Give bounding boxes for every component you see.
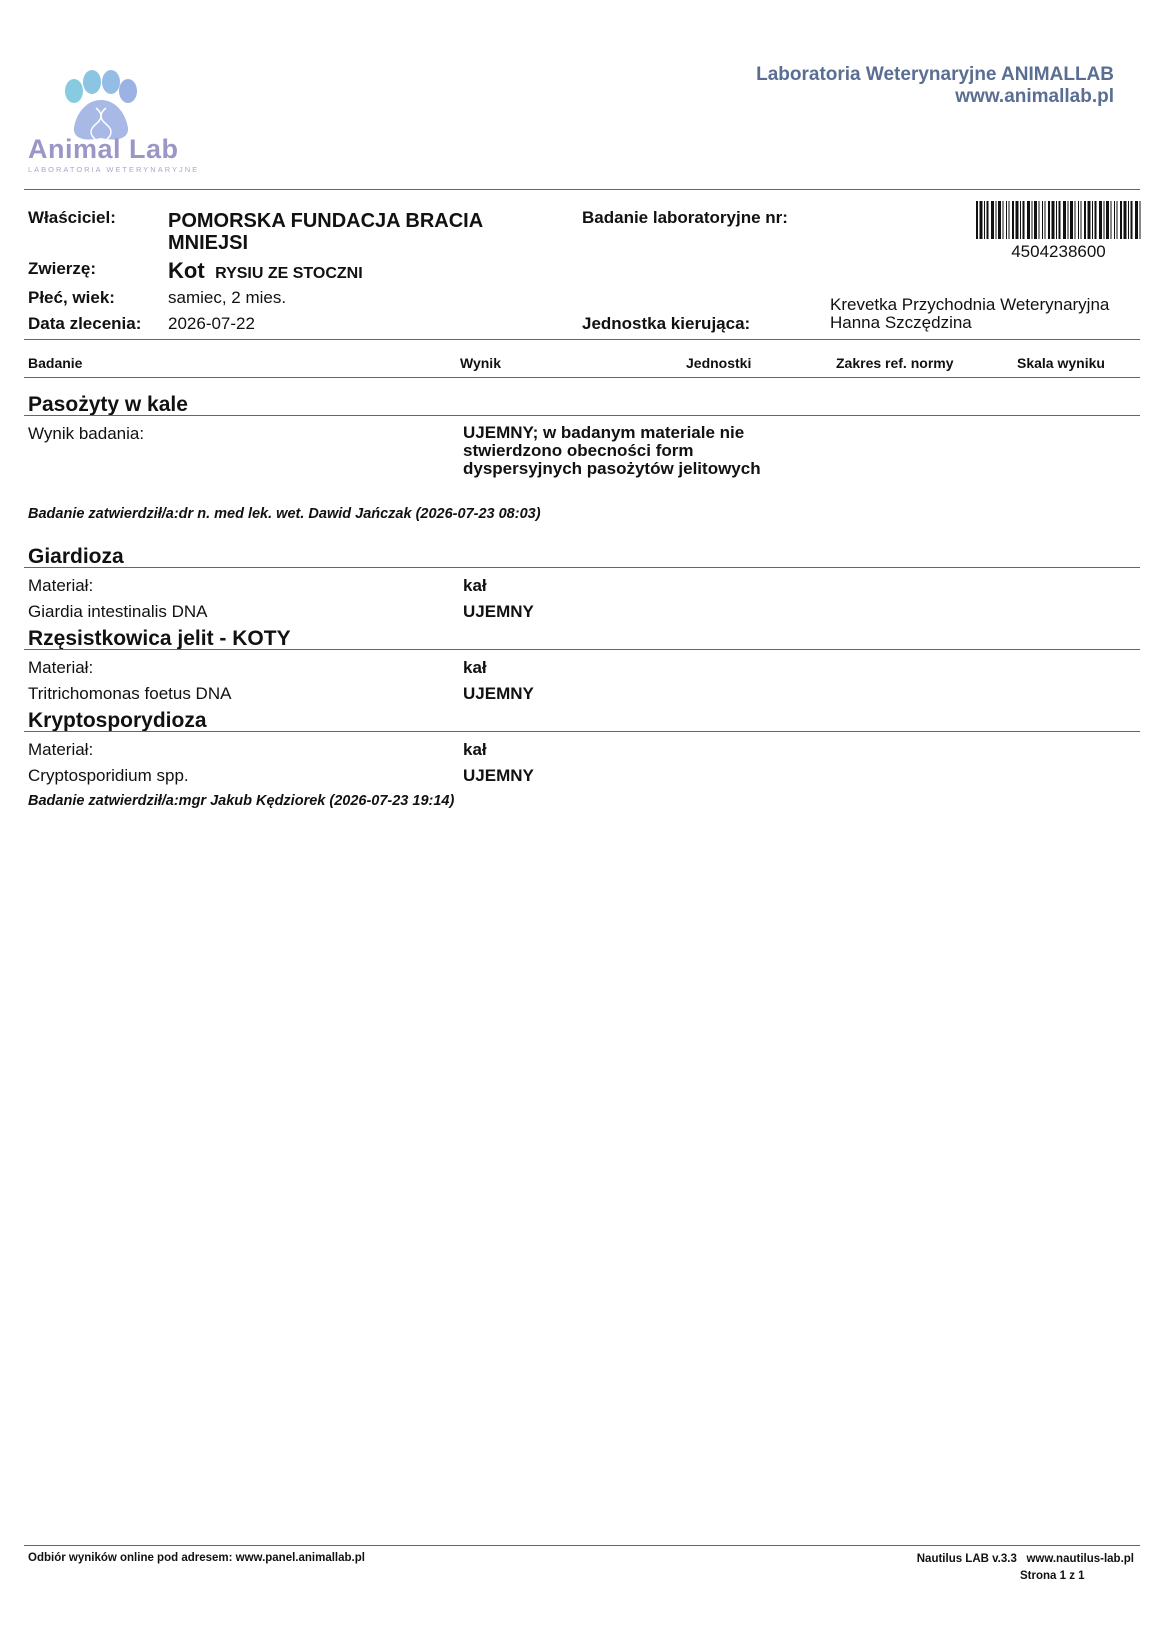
section-divider bbox=[24, 567, 1140, 568]
result-value: UJEMNY; w badanym materiale nie stwierdzono obecności form dyspersyjnych pasożytów jelitowych bbox=[463, 423, 761, 478]
logo-title: Animal Lab bbox=[28, 134, 179, 164]
animal-label: Zwierzę: bbox=[28, 259, 97, 278]
section-title: Rzęsistkowica jelit - KOTY bbox=[28, 627, 291, 650]
sex-age-value: samiec, 2 mies. bbox=[168, 288, 287, 307]
top-divider bbox=[24, 189, 1140, 190]
order-date-value: 2026-07-22 bbox=[168, 314, 255, 333]
online-results-note: Odbiór wyników online pod adresem: www.panel.animallab.pl bbox=[28, 1552, 365, 1564]
animal-value bbox=[168, 258, 363, 284]
test-result: UJEMNY bbox=[463, 684, 534, 703]
barcode bbox=[976, 201, 1141, 239]
unit-line-1: Krevetka Przychodnia Weterynaryjna bbox=[830, 295, 1110, 314]
software-info: Nautilus LAB v.3.3 www.nautilus-lab.pl bbox=[916, 1553, 1134, 1565]
barcode-number: 4504238600 bbox=[1011, 242, 1106, 261]
section-divider bbox=[24, 415, 1140, 416]
owner-value: POMORSKA FUNDACJA BRACIA MNIEJSI bbox=[168, 210, 483, 254]
col-test: Badanie bbox=[28, 355, 83, 371]
columns-divider bbox=[24, 377, 1140, 378]
logo-subtitle: LABORATORIA WETERYNARYJNE bbox=[28, 165, 200, 174]
material-value: kał bbox=[463, 576, 487, 595]
test-label: Giardia intestinalis DNA bbox=[28, 602, 208, 621]
section-title: Kryptosporydioza bbox=[28, 709, 207, 732]
footer-divider bbox=[24, 1545, 1140, 1546]
header-divider bbox=[24, 339, 1140, 340]
col-scale: Skala wyniku bbox=[1017, 355, 1105, 371]
material-label: Materiał: bbox=[28, 740, 94, 759]
exam-number-label: Badanie laboratoryjne nr: bbox=[582, 208, 788, 227]
lab-name: Laboratoria Weterynaryjne ANIMALLAB bbox=[756, 64, 1114, 85]
material-label: Materiał: bbox=[28, 658, 94, 677]
test-label: Tritrichomonas foetus DNA bbox=[28, 684, 232, 703]
sex-age-label: Płeć, wiek: bbox=[28, 288, 115, 307]
owner-label: Właściciel: bbox=[28, 208, 116, 227]
lab-header bbox=[756, 64, 1114, 108]
animal-name: RYSIU ZE STOCZNI bbox=[215, 265, 363, 282]
col-ref-range: Zakres ref. normy bbox=[836, 355, 954, 371]
section-divider bbox=[24, 731, 1140, 732]
material-label: Materiał: bbox=[28, 576, 94, 595]
test-result: UJEMNY bbox=[463, 766, 534, 785]
order-date-label: Data zlecenia: bbox=[28, 314, 142, 333]
unit-label: Jednostka kierująca: bbox=[582, 314, 751, 333]
lab-url[interactable]: www.animallab.pl bbox=[955, 86, 1114, 107]
section-title: Giardioza bbox=[28, 545, 124, 568]
section-divider bbox=[24, 649, 1140, 650]
approval-note: Badanie zatwierdził/a:mgr Jakub Kędziorek (2026-07-23 19:14) bbox=[28, 793, 455, 809]
page-number: Strona 1 z 1 bbox=[1020, 1570, 1085, 1582]
col-result: Wynik bbox=[460, 355, 501, 371]
referring-unit bbox=[830, 296, 1109, 332]
material-value: kał bbox=[463, 658, 487, 677]
material-value: kał bbox=[463, 740, 487, 759]
test-label: Cryptosporidium spp. bbox=[28, 766, 189, 785]
col-units: Jednostki bbox=[686, 355, 752, 371]
approval-note: Badanie zatwierdził/a:dr n. med lek. wet. Dawid Jańczak (2026-07-23 08:03) bbox=[28, 506, 541, 522]
test-result: UJEMNY bbox=[463, 602, 534, 621]
result-label: Wynik badania: bbox=[28, 424, 145, 443]
animal-species: Kot bbox=[168, 258, 205, 283]
section-title: Pasożyty w kale bbox=[28, 393, 188, 416]
unit-line-2: Hanna Szczędzina bbox=[830, 313, 972, 332]
